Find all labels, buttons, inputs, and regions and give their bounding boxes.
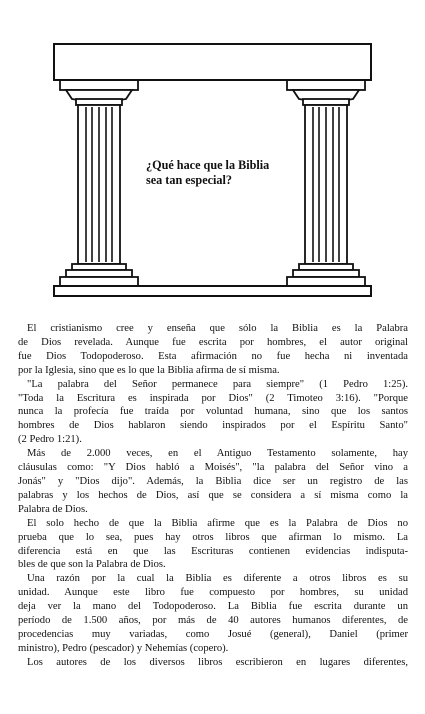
text-line: "Toda la Escritura es inspirada por Dios" (2 Timoteo 3:16). "Porque bbox=[18, 392, 408, 404]
text-line: (2 Pedro 1:21). bbox=[18, 434, 82, 446]
paragraph bbox=[18, 322, 408, 378]
lintel-icon bbox=[54, 44, 371, 80]
text-line: Más de 2.000 veces, en el Antiguo Testamento solamente, hay bbox=[27, 448, 408, 460]
paragraph bbox=[18, 572, 408, 655]
floor-slab-icon bbox=[54, 286, 371, 296]
text-line: bles de que son la Palabra de Dios. bbox=[18, 559, 166, 571]
text-line: diferencia está en que las Escrituras contienen evidencias indisputa- bbox=[18, 545, 408, 557]
text-line: deja ver la mano del Todopoderoso. La Biblia fue escrita durante un bbox=[18, 601, 408, 613]
header-illustration bbox=[0, 0, 425, 300]
text-line: ministro), Pedro (pescador) y Nehemías (copero). bbox=[18, 642, 229, 654]
text-line: Los autores de los diversos libros escribieron en lugares diferentes, bbox=[27, 656, 408, 668]
text-line: palabras y los hechos de Dios, así que se considera a sí misma como la bbox=[18, 489, 408, 501]
text-line: fue Dios Todopoderoso. Esta afirmación no fue hecha ni inventada bbox=[18, 350, 408, 362]
title-line: ¿Qué hace que la Biblia bbox=[146, 158, 270, 172]
text-line: procedencias muy variadas, como Josué (general), Daniel (primer bbox=[18, 628, 408, 640]
text-line: Palabra de Dios. bbox=[18, 503, 88, 515]
text-line: hombres de Dios hablaron siendo inspirados por el Espíritu Santo" bbox=[18, 420, 408, 432]
text-line: "La palabra del Señor permanece para siempre" (1 Pedro 1:25). bbox=[27, 378, 408, 390]
page-title bbox=[146, 158, 296, 188]
text-line: El cristianismo cree y enseña que sólo la Biblia es la Palabra bbox=[27, 323, 408, 334]
text-line: unidad. Aunque este libro fue compuesto por hombres, su unidad bbox=[18, 587, 408, 599]
text-line: nunca la profecía fue traída por voluntad humana, sino que los santos bbox=[18, 406, 408, 418]
article-body bbox=[18, 322, 408, 670]
text-line: Una razón por la cual la Biblia es diferente a otros libros es su bbox=[27, 573, 408, 585]
paragraph bbox=[18, 378, 408, 448]
text-line: cláusulas como: "Y Dios habló a Moisés", "la palabra del Señor vino a bbox=[18, 462, 408, 474]
text-line: por la Iglesia, sino que es lo que la Biblia afirma de sí misma. bbox=[18, 364, 280, 376]
paragraph bbox=[18, 517, 408, 573]
text-line: El solo hecho de que la Biblia afirme que es la Palabra de Dios no bbox=[27, 517, 408, 529]
text-line: período de 1.500 años, por más de 40 autores humanos diferentes, de bbox=[18, 615, 408, 627]
text-line: de Dios revelada. Aunque fue escrita por hombres, el autor original bbox=[18, 336, 408, 348]
paragraph bbox=[18, 447, 408, 517]
text-line: Jonás" y "Dios dijo". Además, la Biblia dice ser un registro de las bbox=[18, 475, 408, 487]
twin-columns-illustration bbox=[0, 0, 425, 300]
title-line: sea tan especial? bbox=[146, 173, 232, 187]
text-line: prueba que lo sea, pues hay otros libros que afirman lo mismo. La bbox=[18, 531, 408, 543]
paragraph bbox=[18, 656, 408, 670]
